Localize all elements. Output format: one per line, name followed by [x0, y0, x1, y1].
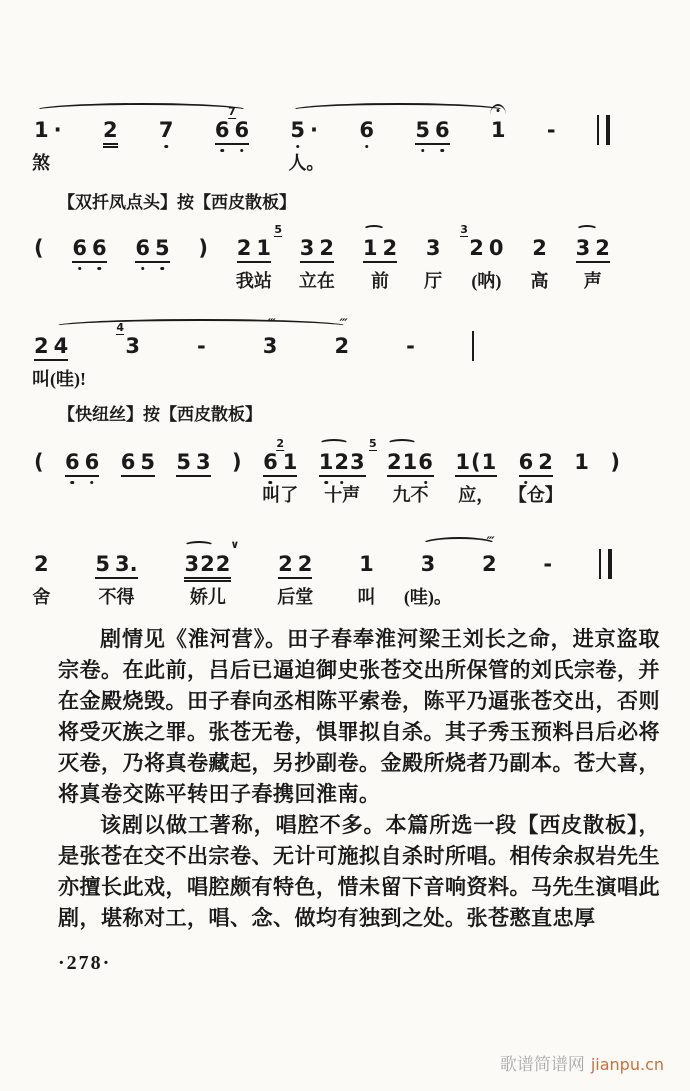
grace-note: 3 — [460, 223, 468, 236]
note-cell — [543, 552, 552, 576]
note-cell — [262, 317, 278, 358]
lyric: (呐) — [471, 271, 502, 291]
grace-note: 4 — [116, 321, 124, 334]
note-cell — [262, 437, 299, 505]
slur-arc — [34, 103, 249, 118]
note-digits — [334, 334, 349, 358]
note-digits — [610, 450, 620, 474]
note-digit: 2 — [334, 334, 350, 358]
note-cell — [121, 450, 155, 477]
lyric: (哇)。 — [403, 587, 452, 607]
note-cell — [403, 552, 452, 607]
note-digits — [421, 552, 436, 576]
grace-note: 5 — [274, 223, 283, 236]
note-cell — [103, 118, 118, 145]
lyric: 立在 — [298, 271, 335, 291]
note-digit: 1 — [574, 450, 589, 474]
lyric: 叫了 — [262, 485, 299, 505]
note-digit-low-octave: 2 — [334, 450, 349, 474]
note-digits — [72, 236, 106, 263]
note-digit: 0 — [488, 236, 504, 260]
commentary-paragraph: 该剧以做工著称，唱腔不多。本篇所选一段【西皮散板】，是张苍在交不出宗卷、无计可施拟自杀时所唱。相传余叔岩先生亦擅长此戏，唱腔颇有特色，惜未留下音响资料。马先生演唱此剧，堪称对工，唱、念、做均有独到之处。张苍憨直忠厚 — [58, 813, 660, 930]
note-digits — [415, 118, 449, 145]
music-line-5 — [34, 534, 612, 612]
note-digits — [406, 334, 415, 358]
note-digit: 1 — [481, 450, 497, 474]
note-digit-low-octave: 5 — [155, 236, 170, 260]
note-digit: ) — [610, 450, 620, 474]
note-digit: ( — [34, 450, 44, 474]
note-cell — [116, 321, 140, 358]
note-digits — [34, 118, 62, 142]
note-digits — [532, 236, 547, 260]
note-digit: ) — [198, 236, 209, 260]
note-cell — [574, 450, 589, 474]
note-digits — [491, 118, 506, 142]
note-digit: - — [197, 334, 206, 358]
note-cell — [334, 317, 350, 358]
note-cell — [277, 552, 314, 607]
note-cell — [318, 437, 377, 505]
lyric: 舍 — [32, 587, 51, 607]
note-digit: 2 — [236, 236, 252, 260]
grace-note: 5 — [368, 437, 377, 450]
note-cell — [197, 334, 206, 358]
section-header-percussion-1: 【双扦凤点头】按【西皮散板】 — [58, 193, 296, 212]
note-digit: 3 — [420, 552, 436, 576]
note-digit: ( — [470, 450, 481, 474]
lyric: 娇儿 — [189, 587, 226, 607]
note-digit: 2 — [200, 552, 215, 576]
tremolo-icon: ‴ — [336, 317, 348, 332]
note-digit-low-octave: 6 — [72, 236, 87, 260]
note-digits — [176, 450, 210, 477]
lyric: 【仓】 — [508, 485, 563, 505]
note-digit: 2 — [595, 236, 610, 260]
note-digit: 2 — [482, 552, 497, 576]
note-digit: · — [310, 118, 319, 142]
note-digits — [125, 334, 140, 358]
grace-note: 7 — [228, 105, 236, 118]
note-digit: 2 — [102, 118, 118, 142]
note-digits — [232, 450, 242, 474]
note-digits — [547, 118, 556, 142]
slur-arc — [290, 103, 506, 118]
note-digits — [278, 552, 312, 579]
slur-arc — [53, 319, 349, 334]
note-digit: 2 — [297, 552, 313, 576]
tremolo-icon: ‴ — [484, 535, 495, 550]
note-cell — [34, 450, 44, 474]
note-cell — [214, 105, 250, 145]
music-line-2 — [34, 218, 610, 296]
note-digit-low-octave: 7 — [158, 118, 174, 142]
note-digit: 1 — [282, 450, 298, 474]
note-digit: 1 — [34, 118, 49, 142]
watermark — [500, 1050, 664, 1075]
note-digit: 3 — [184, 552, 200, 576]
grace-note: 2 — [276, 437, 285, 450]
note-digit-low-octave: 6 — [518, 450, 534, 474]
note-digit: 1 — [490, 118, 506, 142]
lyric: 声 — [583, 271, 602, 291]
note-digit: 1 — [402, 450, 418, 474]
note-digits — [197, 334, 206, 358]
note-digits — [215, 118, 249, 145]
note-cell — [424, 236, 443, 291]
note-cell — [32, 552, 51, 607]
note-digit: 4 — [53, 334, 69, 358]
lyric: 叫 — [357, 587, 376, 607]
note-cell — [359, 118, 374, 142]
synopsis-paragraph: 剧情见《淮河营》。田子春奉淮河梁王刘长之命，进京盗取宗卷。在此前，吕后已逼迫御史张苍交出所保管的刘氏宗卷，并在金殿烧毁。田子春向丞相陈平索卷，陈平乃逼张苍交出，否则将受灭族之罪。张苍无卷，惧罪拟自杀。其子秀玉预料吕后必将灭卷，乃将真卷藏起，另抄副卷。金殿所烧者乃副本。苍大喜，将真卷交陈平转田子春携回淮南。 — [58, 627, 660, 806]
note-digit-low-octave: 1 — [318, 450, 334, 474]
barline — [472, 331, 474, 361]
lyric: 不得 — [98, 587, 135, 607]
note-cell — [362, 236, 398, 291]
note-digit: 3. — [115, 552, 138, 576]
note-cell — [547, 118, 556, 142]
note-digits — [65, 450, 99, 477]
lyric: 后堂 — [277, 587, 314, 607]
lyric: 人。 — [288, 153, 325, 173]
note-digit-low-octave: 5 — [290, 118, 306, 142]
note-digit: 2 — [34, 552, 49, 576]
note-digits — [34, 236, 44, 260]
note-digit: 2 — [215, 552, 231, 576]
note-cell — [415, 118, 449, 145]
note-digits — [135, 236, 169, 263]
note-cell — [387, 450, 434, 505]
note-digit: 3 — [350, 450, 365, 474]
lyric: 厅 — [424, 271, 443, 291]
music-line-1 — [34, 100, 610, 178]
note-digit: - — [546, 118, 556, 142]
watermark-site-name: 歌谱简谱网 — [499, 1055, 585, 1074]
note-digit: 3 — [575, 236, 591, 260]
note-digits — [576, 236, 610, 263]
note-digits — [482, 552, 497, 576]
note-cell — [610, 450, 620, 474]
note-digits — [121, 450, 155, 477]
section-header-percussion-2: 【快纽丝】按【西皮散板】 — [58, 405, 262, 424]
note-cell — [482, 535, 497, 576]
note-cell — [455, 450, 497, 505]
note-digit: 3 — [125, 334, 140, 358]
note-digit: 2 — [387, 450, 402, 474]
note-cell — [298, 236, 335, 291]
note-digit-low-octave: 6 — [135, 236, 151, 260]
note-cell — [575, 236, 610, 291]
note-digits — [319, 450, 366, 477]
note-cell — [135, 236, 169, 263]
note-digit: - — [543, 552, 553, 576]
note-digits — [359, 552, 374, 576]
note-digit: 2 — [532, 236, 547, 260]
note-digits — [34, 450, 44, 474]
tremolo-icon: ‴ — [265, 317, 276, 332]
note-digits — [237, 236, 271, 263]
lyric: 前 — [370, 271, 389, 291]
note-digits — [519, 450, 553, 477]
lyric: 叫(哇)! — [32, 369, 86, 389]
note-cell — [235, 223, 283, 291]
note-digit-low-octave: 6 — [434, 118, 450, 142]
note-digit: 5 — [140, 450, 155, 474]
note-cell — [65, 450, 99, 477]
note-digit: 3 — [425, 236, 441, 260]
note-digits — [103, 118, 118, 145]
lyric: 十声 — [324, 485, 361, 505]
note-cell — [159, 118, 174, 142]
note-digit: 6 — [120, 450, 136, 474]
note-digits — [469, 236, 503, 260]
note-cell — [406, 334, 415, 358]
note-digit: - — [406, 334, 415, 358]
note-digits — [198, 236, 208, 260]
note-digit-low-octave: 6 — [65, 450, 80, 474]
lyric: 我站 — [235, 271, 272, 291]
note-digit: 2 — [538, 450, 553, 474]
note-digit-low-octave: 6 — [263, 450, 278, 474]
note-cell — [357, 552, 376, 607]
page-number: ·278· — [58, 952, 112, 974]
note-digit-low-octave: 6 — [234, 118, 250, 142]
note-cell — [232, 450, 242, 474]
note-digit-low-octave: 6 — [84, 450, 100, 474]
note-digit: 5 — [95, 552, 111, 576]
note-cell — [32, 334, 86, 389]
note-cell — [288, 118, 325, 173]
note-digits — [263, 334, 278, 358]
note-cell — [95, 552, 138, 607]
barline — [599, 549, 612, 579]
note-digits — [159, 118, 174, 142]
score-page — [0, 100, 690, 1091]
note-cell — [530, 236, 549, 291]
note-digits — [95, 552, 137, 579]
note-digit: 1 — [455, 450, 470, 474]
note-cell — [176, 450, 210, 477]
note-digit: 3 — [196, 450, 211, 474]
lyric: 九不 — [392, 485, 429, 505]
note-digits — [387, 450, 434, 477]
note-digits — [426, 236, 441, 260]
note-digit: 3 — [299, 236, 315, 260]
note-digit: ( — [34, 236, 44, 260]
note-cell — [198, 236, 208, 260]
note-digit: 1 — [359, 552, 374, 576]
note-digit: 2 — [278, 552, 293, 576]
note-digit-low-octave: 6 — [92, 236, 107, 260]
note-digits — [300, 236, 334, 263]
note-digit-low-octave: 6 — [418, 450, 433, 474]
music-line-3 — [34, 316, 474, 394]
note-digit-low-octave: 6 — [214, 118, 230, 142]
note-digit: 5 — [176, 450, 191, 474]
note-digit: ) — [232, 450, 242, 474]
note-cell — [184, 538, 240, 607]
note-cell — [491, 118, 506, 142]
note-digits — [290, 118, 318, 142]
note-cell — [508, 450, 563, 505]
watermark-site-url: jianpu.cn — [590, 1055, 664, 1074]
note-digits — [263, 450, 297, 477]
music-line-4 — [34, 432, 620, 510]
note-digits — [34, 552, 49, 576]
note-digits — [359, 118, 374, 142]
note-digits — [455, 450, 497, 477]
note-cell — [460, 223, 504, 291]
note-digits — [34, 334, 68, 361]
note-cell — [34, 236, 44, 260]
note-digit: 2 — [34, 334, 49, 358]
note-digit: 1 — [256, 236, 272, 260]
note-cell — [32, 118, 62, 173]
note-digits — [184, 552, 231, 579]
note-digits — [363, 236, 397, 263]
note-digits — [574, 450, 589, 474]
note-digit: 3 — [262, 334, 278, 358]
lyric: 应， — [458, 485, 495, 505]
note-digit: 2 — [469, 236, 484, 260]
note-digit: · — [53, 118, 62, 142]
lyric: 煞 — [32, 153, 50, 173]
footer — [58, 952, 660, 975]
note-cell — [72, 236, 106, 263]
note-digit: 2 — [319, 236, 335, 260]
note-digit: 1 — [362, 236, 378, 260]
breath-mark-icon: ∨ — [230, 538, 240, 551]
note-digit-low-octave: 6 — [359, 118, 374, 142]
note-digit: 2 — [382, 236, 398, 260]
note-digit-low-octave: 5 — [415, 118, 430, 142]
barline — [597, 115, 610, 145]
lyric: 高 — [530, 271, 549, 291]
slur-arc — [421, 537, 497, 552]
note-digits — [543, 552, 552, 576]
